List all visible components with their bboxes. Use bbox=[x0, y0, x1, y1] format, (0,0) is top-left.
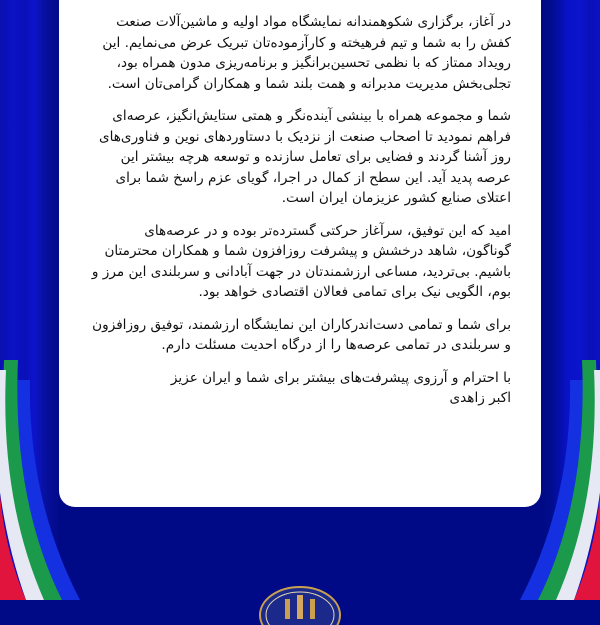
letter-paragraph-2: شما و مجموعه همراه با بینشی آینده‌نگر و همتی ستایش‌انگیز، عرصه‌ای فراهم نمودید تا اصحاب صنعت از نزدیک با دستاوردهای نوین و فناوری‌های روز آشنا گردند و فضایی برای تعامل سازنده و توسعه هرچه بیشتر این عرصه پدید آید. این سطح از کمال در اجرا، گویای عزم راسخ شما برای اعتلای صنایع کشور عزیزمان ایران است. bbox=[98, 108, 511, 206]
gold-emblem-icon bbox=[255, 585, 345, 625]
letter-closing: با احترام و آرزوی پیشرفت‌های بیشتر برای شما و ایران عزیز bbox=[170, 369, 511, 386]
letter-signature: اکبر زاهدی bbox=[449, 390, 511, 406]
letter-paragraph-1: در آغاز، برگزاری شکوهمندانه نمایشگاه مواد اولیه و ماشین‌آلات صنعت کفش را به شما و تیم فرهیخته و کارآزموده‌تان تبریک عرض می‌نمایم. این رویداد ممتاز که با نظمی تحسین‌برانگیز و برنامه‌ریزی مدون همراه بود، تجلی‌بخش مدیریت مدبرانه و همت بلند شما و همکاران گرامی‌تان است. bbox=[102, 14, 511, 92]
letter-paragraph-3: امید که این توفیق، سرآغاز حرکتی گسترده‌تر بوده و در عرصه‌های گوناگون، شاهد درخشش و پیشرفت روزافزون شما و همکاران محترمتان باشیم. بی‌تردید، مساعی ارزشمندتان در جهت آبادانی و سربلندی این مرز و بوم، الگویی نیک برای تمامی فعالان اقتصادی خواهد بود. bbox=[91, 222, 511, 300]
letter-card bbox=[59, 0, 541, 507]
letter-paragraph-4: برای شما و تمامی دست‌اندرکاران این نمایشگاه ارزشمند، توفیق روزافزون و سربلندی در تمامی عرصه‌ها را از درگاه احدیت مسئلت دارم. bbox=[92, 316, 511, 353]
